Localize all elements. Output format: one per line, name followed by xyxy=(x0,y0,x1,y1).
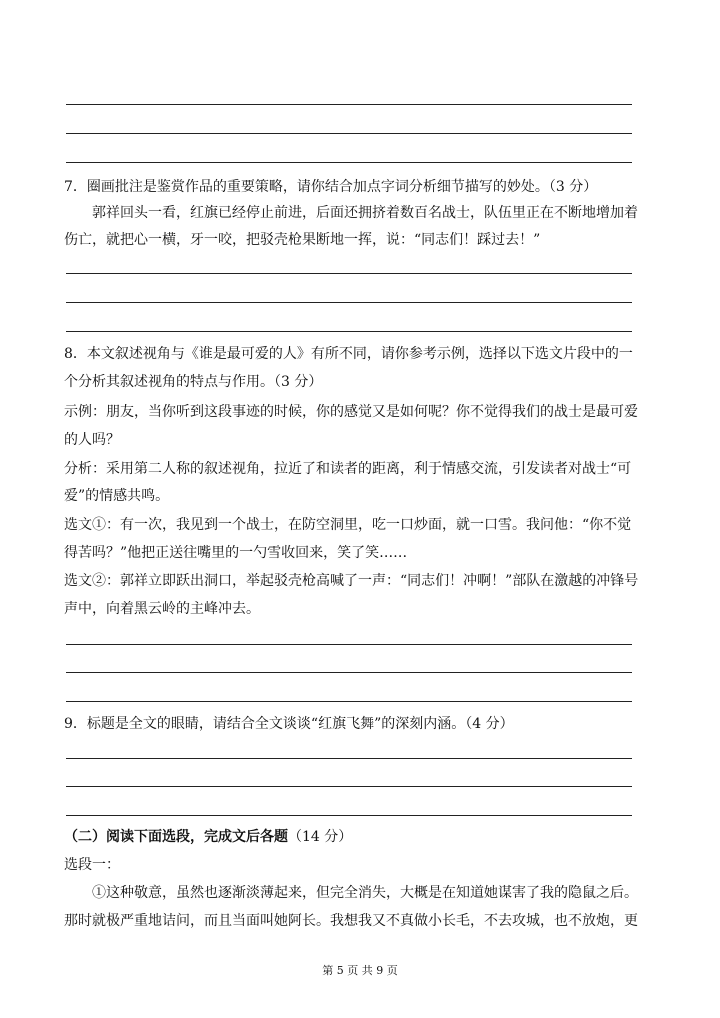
answer-line xyxy=(66,815,632,816)
question-8-prompt-line-2: 个分析其叙述视角的特点与作用。（3 分） xyxy=(64,374,323,390)
answer-line xyxy=(66,162,632,163)
excerpt-paragraph-line-2: 那时就极严重地诘问，而且当面叫她阿长。我想我又不真做小长毛，不去攻城，也不放炮，更 xyxy=(64,913,638,929)
page-number: 第 5 页 共 9 页 xyxy=(322,964,398,977)
question-7-passage-line-2: 伤亡，就把心一横，牙一咬，把驳壳枪果断地一挥，说：“同志们！踩过去！” xyxy=(64,232,541,248)
question-9-prompt: 9．标题是全文的眼睛，请结合全文谈谈“红旗飞舞”的深刻内涵。（4 分） xyxy=(64,716,514,732)
answer-line xyxy=(66,758,632,759)
section-heading-text: （二）阅读下面选段，完成文后各题 xyxy=(64,829,288,845)
answer-line xyxy=(66,273,632,274)
answer-line xyxy=(66,701,632,702)
answer-line xyxy=(66,302,632,303)
answer-line xyxy=(66,672,632,673)
section-heading xyxy=(64,827,664,847)
excerpt-1-line-2: 得苦吗？”他把正送往嘴里的一勺雪收回来，笑了笑…… xyxy=(64,545,408,561)
answer-line xyxy=(66,786,632,787)
excerpt-2-line-2: 声中，向着黑云岭的主峰冲去。 xyxy=(64,601,260,617)
excerpt-1-line-1: 选文①：有一次，我见到一个战士，在防空洞里，吃一口炒面，就一口雪。我问他：“你不觉 xyxy=(64,517,632,533)
answer-line xyxy=(66,644,632,645)
analysis-line-1: 分析：采用第二人称的叙述视角，拉近了和读者的距离，利于情感交流，引发读者对战士“可 xyxy=(64,461,632,477)
example-line-1: 示例：朋友，当你听到这段事迹的时候，你的感觉又是如何呢？你不觉得我们的战士是最可爱 xyxy=(64,404,638,420)
example-line-2: 的人吗？ xyxy=(64,432,120,448)
excerpt-label: 选段一： xyxy=(64,857,120,873)
answer-line xyxy=(66,104,632,105)
analysis-line-2: 爱”的情感共鸣。 xyxy=(64,488,170,504)
excerpt-2-line-1: 选文②：郭祥立即跃出洞口，举起驳壳枪高喊了一声：“同志们！冲啊！”部队在激越的冲锋号 xyxy=(64,573,639,589)
answer-line xyxy=(66,331,632,332)
question-7-prompt: 7．圈画批注是鉴赏作品的重要策略，请你结合加点字词分析细节描写的妙处。（3 分） xyxy=(64,179,598,195)
question-8-prompt-line-1: 8．本文叙述视角与《谁是最可爱的人》有所不同，请你参考示例，选择以下选文片段中的一 xyxy=(64,346,633,362)
answer-line xyxy=(66,133,632,134)
excerpt-paragraph-line-1: ①这种敬意，虽然也逐渐淡薄起来，但完全消失，大概是在知道她谋害了我的隐鼠之后。 xyxy=(92,885,638,901)
section-score: （14 分） xyxy=(288,829,353,845)
question-7-passage-line-1: 郭祥回头一看，红旗已经停止前进，后面还拥挤着数百名战士，队伍里正在不断地增加着 xyxy=(92,205,638,221)
